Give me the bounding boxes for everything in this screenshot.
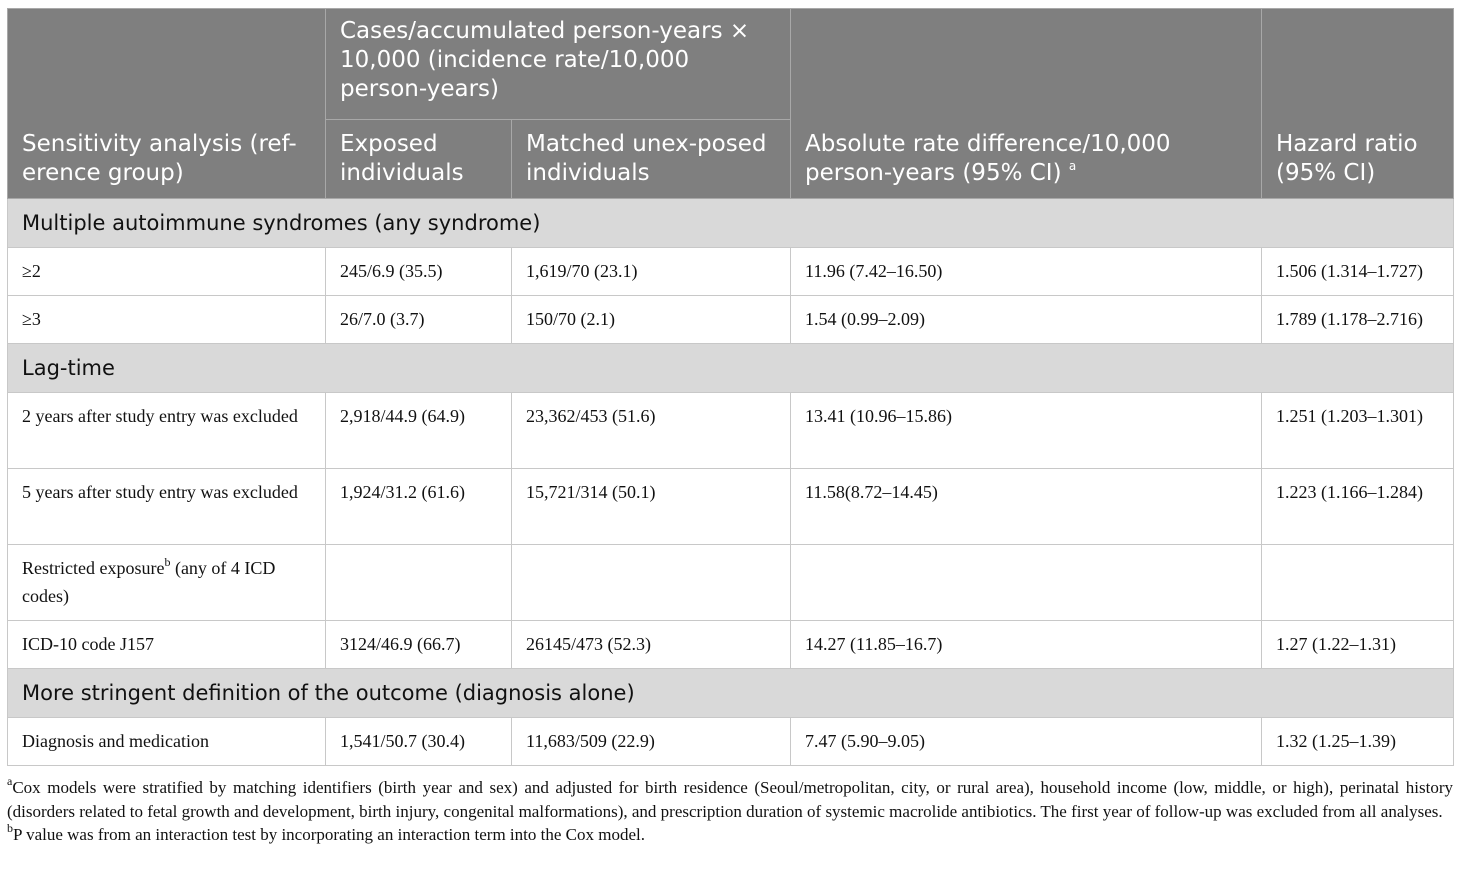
row-label: 2 years after study entry was excluded xyxy=(8,393,326,469)
unexposed-cell: 26145/473 (52.3) xyxy=(512,621,791,669)
section-row xyxy=(8,344,1454,393)
table-row xyxy=(8,296,1454,344)
row-label: ICD-10 code J157 xyxy=(8,621,326,669)
unexposed-cell: 1,619/70 (23.1) xyxy=(512,248,791,296)
hazard-ratio-cell: 1.251 (1.203–1.301) xyxy=(1262,393,1454,469)
footnote-a xyxy=(7,776,1453,823)
footnote-marker-b: b xyxy=(164,555,171,569)
unexposed-cell: 150/70 (2.1) xyxy=(512,296,791,344)
rate-difference-cell: 7.47 (5.90–9.05) xyxy=(791,718,1262,766)
results-table-container xyxy=(7,8,1453,766)
section-title: Lag-time xyxy=(8,344,1454,393)
rate-difference-cell: 14.27 (11.85–16.7) xyxy=(791,621,1262,669)
hazard-ratio-cell: 1.223 (1.166–1.284) xyxy=(1262,469,1454,545)
section-row xyxy=(8,669,1454,718)
header-cases-group: Cases/accumulated person-years × 10,000 (incidence rate/10,000 person-years) xyxy=(326,9,791,120)
row-label: ≥2 xyxy=(8,248,326,296)
hazard-ratio-cell: 1.789 (1.178–2.716) xyxy=(1262,296,1454,344)
unexposed-cell: 23,362/453 (51.6) xyxy=(512,393,791,469)
footnote-a-text: Cox models were stratified by matching identifiers (birth year and sex) and adjusted for birth residence (Seoul/metropolitan, city, or rural area), household income (low, middle, or high), perinatal history (disorders related to fetal growth and development, birth injury, congenital malformations), and prescription duration of systemic macrolide antibiotics. The first year of follow-up was excluded from all analyses. xyxy=(7,778,1453,821)
rate-difference-cell: 1.54 (0.99–2.09) xyxy=(791,296,1262,344)
header-absolute-rate-difference-text: Absolute rate difference/10,000 person-years (95% CI) xyxy=(805,131,1171,186)
table-footnotes xyxy=(7,776,1453,847)
row-label: Diagnosis and medication xyxy=(8,718,326,766)
rate-difference-cell: 11.96 (7.42–16.50) xyxy=(791,248,1262,296)
header-sensitivity-analysis: Sensitivity analysis (ref-erence group) xyxy=(8,9,326,199)
sensitivity-analysis-table xyxy=(7,8,1454,766)
exposed-cell: 26/7.0 (3.7) xyxy=(326,296,512,344)
hazard-ratio-cell: 1.27 (1.22–1.31) xyxy=(1262,621,1454,669)
exposed-cell: 245/6.9 (35.5) xyxy=(326,248,512,296)
unexposed-cell xyxy=(512,545,791,621)
exposed-cell xyxy=(326,545,512,621)
hazard-ratio-cell: 1.32 (1.25–1.39) xyxy=(1262,718,1454,766)
table-row xyxy=(8,545,1454,621)
header-hazard-ratio: Hazard ratio (95% CI) xyxy=(1262,9,1454,199)
footnote-b-text: P value was from an interaction test by incorporating an interaction term into the Cox model. xyxy=(13,825,645,844)
header-exposed-individuals: Exposed individuals xyxy=(326,120,512,199)
header-matched-unexposed-individuals: Matched unex-posed individuals xyxy=(512,120,791,199)
row-label-text-suffix: (any of 4 ICD codes) xyxy=(22,558,276,606)
unexposed-cell: 15,721/314 (50.1) xyxy=(512,469,791,545)
table-row xyxy=(8,248,1454,296)
footnote-b-marker: b xyxy=(7,821,13,836)
section-title: More stringent definition of the outcome (diagnosis alone) xyxy=(8,669,1454,718)
hazard-ratio-cell: 1.506 (1.314–1.727) xyxy=(1262,248,1454,296)
header-footnote-marker-a: a xyxy=(1068,159,1077,174)
row-label: ≥3 xyxy=(8,296,326,344)
table-row xyxy=(8,718,1454,766)
section-row xyxy=(8,199,1454,248)
footnote-a-marker: a xyxy=(7,774,13,789)
exposed-cell: 3124/46.9 (66.7) xyxy=(326,621,512,669)
exposed-cell: 2,918/44.9 (64.9) xyxy=(326,393,512,469)
rate-difference-cell xyxy=(791,545,1262,621)
section-title: Multiple autoimmune syndromes (any syndrome) xyxy=(8,199,1454,248)
rate-difference-cell: 13.41 (10.96–15.86) xyxy=(791,393,1262,469)
footnote-b xyxy=(7,823,1453,847)
header-absolute-rate-difference xyxy=(791,9,1262,199)
table-row xyxy=(8,621,1454,669)
row-label xyxy=(8,545,326,621)
table-row xyxy=(8,469,1454,545)
row-label: 5 years after study entry was excluded xyxy=(8,469,326,545)
row-label-text: Restricted exposure xyxy=(22,558,165,578)
hazard-ratio-cell xyxy=(1262,545,1454,621)
rate-difference-cell: 11.58(8.72–14.45) xyxy=(791,469,1262,545)
exposed-cell: 1,924/31.2 (61.6) xyxy=(326,469,512,545)
unexposed-cell: 11,683/509 (22.9) xyxy=(512,718,791,766)
exposed-cell: 1,541/50.7 (30.4) xyxy=(326,718,512,766)
table-row xyxy=(8,393,1454,469)
